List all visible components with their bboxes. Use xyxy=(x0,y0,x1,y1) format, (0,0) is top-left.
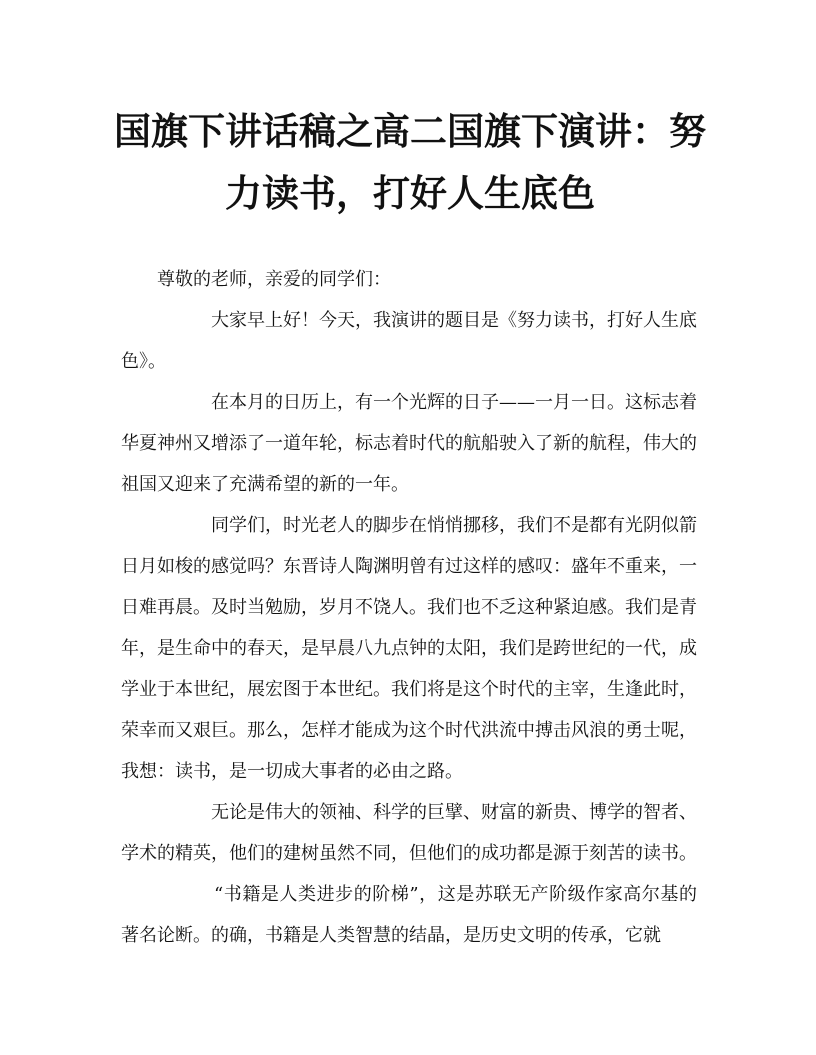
paragraph-5: “书籍是人类进步的阶梯”，这是苏联无产阶级作家高尔基的著名论断。的确，书籍是人类智慧的结晶，是历史文明的传承，它就 xyxy=(121,884,697,946)
paragraph-3: 同学们，时光老人的脚步在悄悄挪移，我们不是都有光阴似箭日月如梭的感觉吗？东晋诗人陶渊明曾有过这样的感叹：盛年不重来，一日难再晨。及时当勉励，岁月不饶人。我们也不乏这种紧迫感。我们是青年，是生命中的春天，是早晨八九点钟的太阳，我们是跨世纪的一代，成学业于本世纪，展宏图于本世纪。我们将是这个时代的主宰，生逢此时，荣幸而又艰巨。那么，怎样才能成为这个时代洪流中搏击风浪的勇士呢，我想：读书，是一切成大事者的必由之路。 xyxy=(121,515,697,782)
document-body xyxy=(121,259,697,956)
paragraph-2: 在本月的日历上，有一个光辉的日子——一月一日。这标志着华夏神州又增添了一道年轮，标志着时代的航船驶入了新的航程，伟大的祖国又迎来了充满希望的新的一年。 xyxy=(121,392,697,495)
document-title: 国旗下讲话稿之高二国旗下演讲：努力读书，打好人生底色 xyxy=(114,109,706,215)
paragraph-4: 无论是伟大的领袖、科学的巨擘、财富的新贵、博学的智者、学术的精英，他们的建树虽然不同，但他们的成功都是源于刻苦的读书。 xyxy=(121,802,697,864)
salutation: 尊敬的老师，亲爱的同学们： xyxy=(157,269,391,290)
paragraph-1: 大家早上好！今天，我演讲的题目是《努力读书，打好人生底色》。 xyxy=(121,310,697,372)
